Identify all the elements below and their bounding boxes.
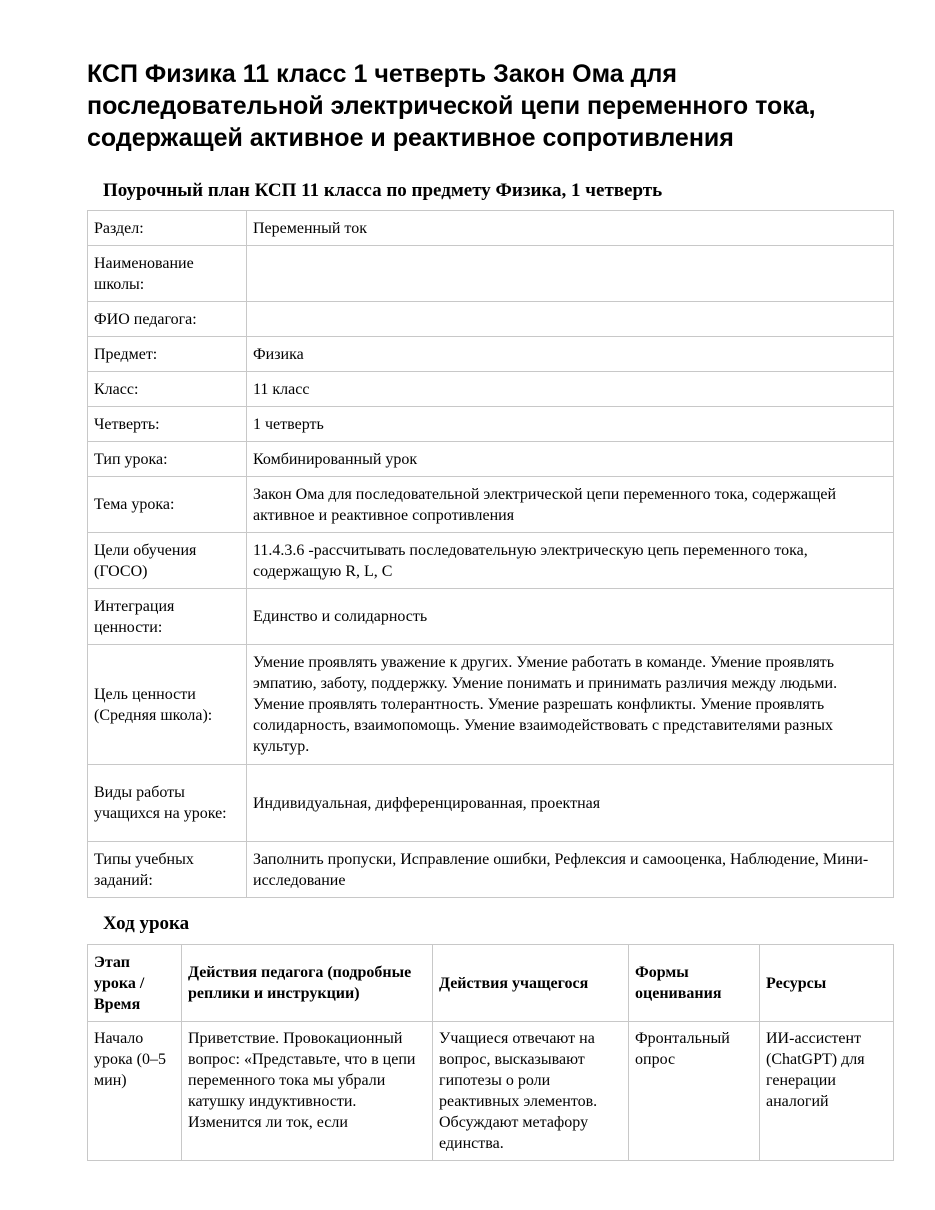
info-value [247,246,894,302]
info-row-section [88,211,894,246]
column-header-stage: Этап урока / Время [88,945,182,1022]
lesson-table-header-row [88,945,894,1022]
column-header-teacher-actions: Действия педагога (подробные реплики и инструкции) [182,945,433,1022]
info-value: 11 класс [247,372,894,407]
info-label: Тема урока: [88,477,247,533]
info-value: Физика [247,337,894,372]
info-row-lesson-type [88,442,894,477]
info-label: ФИО педагога: [88,302,247,337]
info-row-learning-goals [88,533,894,589]
info-row-school [88,246,894,302]
table-cell: Начало урока (0–5 мин) [88,1022,182,1161]
info-row-quarter [88,407,894,442]
table-cell: ИИ-ассистент (ChatGPT) для генерации аналогий [760,1022,894,1161]
plan-heading: Поурочный план КСП 11 класса по предмету Физика, 1 четверть [103,180,663,201]
table-cell: Учащиеся отвечают на вопрос, высказывают гипотезы о роли реактивных элементов. Обсуждают метафору единства. [433,1022,629,1161]
document-title: КСП Физика 11 класс 1 четверть Закон Ома для последовательной электрической цепи переменного тока, содержащей активное и реактивное сопротивления [87,60,816,152]
info-value [247,302,894,337]
table-row [88,1022,894,1161]
info-label: Тип урока: [88,442,247,477]
info-row-value-goal [88,645,894,765]
info-label: Предмет: [88,337,247,372]
info-label: Виды работы учащихся на уроке: [88,765,247,842]
info-label: Типы учебных заданий: [88,842,247,898]
info-row-task-types [88,842,894,898]
info-row-lesson-topic [88,477,894,533]
lesson-flow-table [87,944,894,1161]
info-row-teacher [88,302,894,337]
info-value: Комбинированный урок [247,442,894,477]
info-row-grade [88,372,894,407]
info-label: Интеграция ценности: [88,589,247,645]
info-value: Закон Ома для последовательной электрической цепи переменного тока, содержащей активное и реактивное сопротивления [247,477,894,533]
info-value: 1 четверть [247,407,894,442]
table-cell: Фронтальный опрос [629,1022,760,1161]
lesson-flow-heading: Ход урока [103,913,190,934]
info-value: Заполнить пропуски, Исправление ошибки, Рефлексия и самооценка, Наблюдение, Мини-исследование [247,842,894,898]
info-label: Цель ценности (Средняя школа): [88,645,247,765]
info-value: Индивидуальная, дифференцированная, проектная [247,765,894,842]
info-value: Единство и солидарность [247,589,894,645]
info-label: Наименование школы: [88,246,247,302]
table-cell: Приветствие. Провокационный вопрос: «Представьте, что в цепи переменного тока мы убрали катушку индуктивности. Изменится ли ток, если [182,1022,433,1161]
info-row-subject [88,337,894,372]
info-row-work-types [88,765,894,842]
info-label: Класс: [88,372,247,407]
info-label: Четверть: [88,407,247,442]
info-value: 11.4.3.6 -рассчитывать последовательную электрическую цепь переменного тока, содержащую R, L, C [247,533,894,589]
info-value: Умение проявлять уважение к других. Умение работать в команде. Умение проявлять эмпатию, заботу, поддержку. Умение понимать и принимать различия между людьми. Умение проявлять толерантность. Умение разрешать конфликты. Умение проявлять солидарность, взаимопомощь. Умение взаимодействовать с представителями разных культур. [247,645,894,765]
lesson-info-table [87,210,894,898]
column-header-resources: Ресурсы [760,945,894,1022]
column-header-assessment: Формы оценивания [629,945,760,1022]
column-header-student-actions: Действия учащегося [433,945,629,1022]
info-label: Цели обучения (ГОСО) [88,533,247,589]
info-row-value-integration [88,589,894,645]
info-label: Раздел: [88,211,247,246]
info-value: Переменный ток [247,211,894,246]
